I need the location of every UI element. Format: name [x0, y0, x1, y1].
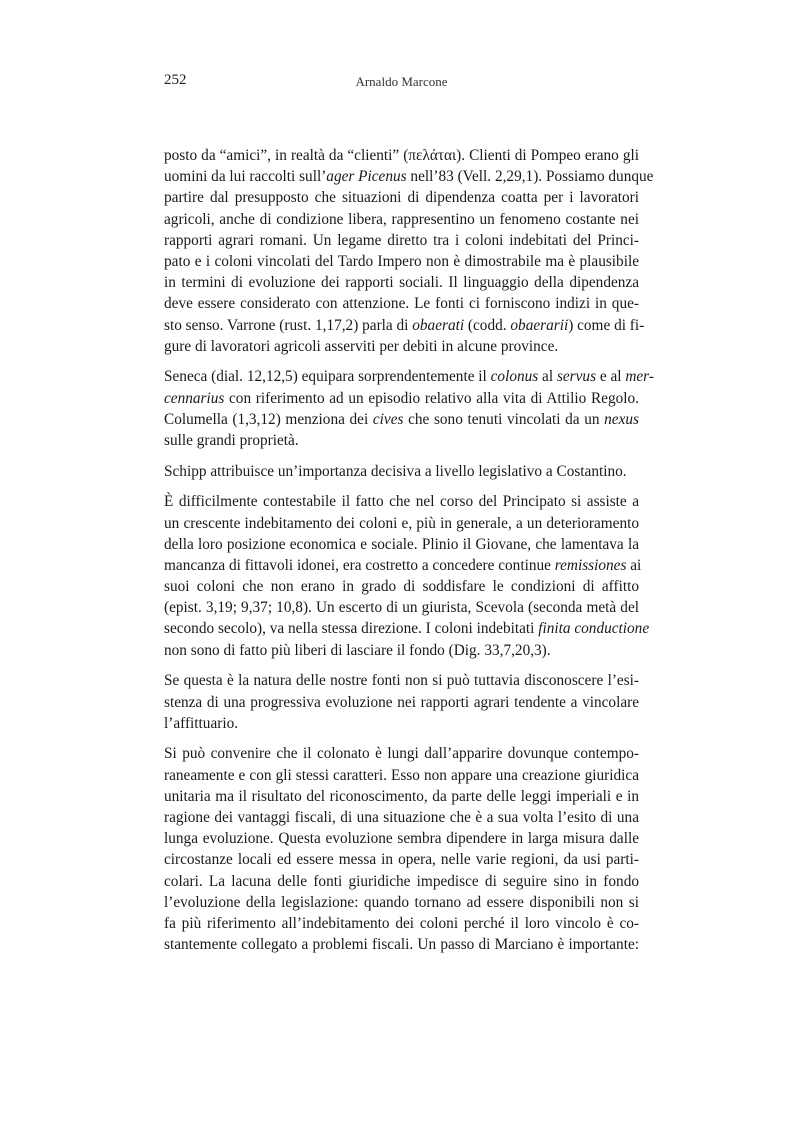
text-run: l’affittuario.: [164, 714, 239, 732]
text-line: [164, 849, 639, 870]
text-line: [164, 166, 654, 187]
text-run: unitaria ma il risultato del riconoscimento, da parte delle leggi imperiali e in: [164, 787, 639, 805]
text-run: pato e i coloni vincolati del Tardo Impero non è dimostrabile ma è plausibile: [164, 252, 639, 270]
text-line: [164, 430, 639, 451]
text-run: Columella (1,3,12) menziona dei: [164, 410, 373, 428]
italic-term: cennarius: [164, 389, 225, 407]
text-line: [164, 892, 639, 913]
text-run: fa più riferimento all’indebitamento dei coloni perché il loro vincolo è co-: [164, 914, 639, 932]
text-run: ragione dei vantaggi fiscali, di una situazione che è a sua volta l’esito di una: [164, 808, 639, 826]
text-line: [164, 145, 639, 166]
text-run: con riferimento ad un episodio relativo alla vita di Attilio Regolo.: [224, 389, 639, 407]
text-line: [164, 913, 639, 934]
text-run: in termini di evoluzione dei rapporti sociali. Il linguaggio della dipendenza: [164, 274, 639, 292]
italic-term: servus: [556, 368, 597, 386]
text-line: [164, 491, 639, 512]
text-run: agricoli, anche di condizione libera, rappresentino un fenomeno costante nei: [164, 210, 639, 228]
italic-term: remissiones: [554, 556, 627, 574]
text-run: colari. La lacuna delle fonti giuridiche impedisce di seguire sino in fondo: [164, 872, 639, 890]
text-line: [164, 230, 639, 251]
italic-term: finita conductione: [538, 620, 650, 638]
text-run: non sono di fatto più liberi di lasciare il fondo (Dig. 33,7,20,3).: [164, 641, 551, 659]
italic-term: obaerati: [412, 316, 465, 334]
text-line: [164, 366, 654, 387]
text-run: deve essere considerato con attenzione. Le fonti ci forniscono indizi in que-: [164, 295, 639, 313]
paragraph: [164, 366, 654, 451]
text-run: che sono tenuti vincolati da un: [403, 410, 605, 428]
italic-term: colonus: [490, 368, 539, 386]
text-run: circostanze locali ed essere messa in opera, nelle varie regioni, da usi parti-: [164, 851, 639, 869]
text-run: Seneca (dial. 12,12,5) equipara sorprendentemente il: [164, 368, 491, 386]
text-run: lunga evoluzione. Questa evoluzione sembra dipendere in larga misura dalle: [164, 830, 639, 848]
paragraph: [164, 461, 639, 482]
text-run: nell’83 (Vell. 2,29,1). Possiamo dunque: [406, 168, 654, 186]
text-run: Si può convenire che il colonato è lungi dall’apparire dovunque contempo-: [164, 745, 639, 763]
text-run: uomini da lui raccolti sull’: [164, 168, 327, 186]
text-run: sto senso. Varrone (rust. 1,17,2) parla di: [164, 316, 413, 334]
text-line: [164, 272, 639, 293]
text-line: [164, 670, 639, 691]
text-run: gure di lavoratori agricoli asserviti per debiti in alcune province.: [164, 337, 559, 355]
text-run: suoi coloni che non erano in grado di soddisfare le condizioni di affitto: [164, 578, 639, 596]
text-line: [164, 555, 642, 576]
text-line: [164, 713, 639, 734]
paragraph: [164, 670, 639, 734]
text-line: [164, 209, 639, 230]
text-run: Schipp attribuisce un’importanza decisiva a livello legislativo a Costantino.: [164, 462, 627, 480]
text-line: [164, 871, 639, 892]
text-line: [164, 251, 639, 272]
text-line: [164, 807, 639, 828]
text-run: (codd.: [464, 316, 511, 334]
text-line: [164, 293, 639, 314]
text-line: [164, 461, 639, 482]
italic-term: ager Picenus: [326, 168, 407, 186]
running-header: [164, 72, 639, 92]
text-run: mancanza di fittavoli idonei, era costretto a concedere continue: [164, 556, 555, 574]
text-run: stantemente collegato a problemi fiscali. Un passo di Marciano è importante:: [164, 936, 639, 954]
text-run: secondo secolo), va nella stessa direzione. I coloni indebitati: [164, 620, 539, 638]
body-text: [164, 145, 654, 965]
text-run: ) come di fi-: [568, 316, 645, 334]
text-line: [164, 409, 639, 430]
text-run: (epist. 3,19; 9,37; 10,8). Un escerto di un giurista, Scevola (seconda metà del: [164, 599, 639, 617]
text-line: [164, 534, 639, 555]
running-title: Arnaldo Marcone: [355, 74, 448, 89]
text-run: e al: [596, 368, 626, 386]
text-run: al: [538, 368, 557, 386]
text-line: [164, 187, 639, 208]
text-run: partire dal presupposto che situazioni di dipendenza coatta per i lavoratori: [164, 189, 639, 207]
text-line: [164, 934, 639, 955]
text-line: [164, 828, 639, 849]
text-run: raneamente e con gli stessi caratteri. Esso non appare una creazione giuridica: [164, 766, 639, 784]
text-run: l’evoluzione della legislazione: quando tornano ad essere disponibili non si: [164, 893, 639, 911]
text-line: [164, 388, 639, 409]
text-run: un crescente indebitamento dei coloni e, più in generale, a un deterioramento: [164, 514, 639, 532]
italic-term: obaerarii: [510, 316, 569, 334]
paragraph: [164, 145, 654, 357]
text-line: [164, 743, 639, 764]
text-line: [164, 640, 639, 661]
text-line: [164, 597, 639, 618]
text-run: sulle grandi proprietà.: [164, 431, 299, 449]
page-number: 252: [164, 72, 187, 88]
text-run: della loro posizione economica e sociale. Plinio il Giovane, che lamentava la: [164, 535, 639, 553]
text-run: posto da “amici”, in realtà da “clienti” (πελάται). Clienti di Pompeo erano gli: [164, 147, 639, 164]
text-line: [164, 336, 639, 357]
paragraph: [164, 743, 639, 955]
italic-term: cives: [372, 410, 404, 428]
text-run: È difficilmente contestabile il fatto che nel corso del Principato si assiste a: [164, 493, 639, 511]
text-line: [164, 692, 639, 713]
italic-term: nexus: [604, 410, 639, 428]
text-run: ai: [626, 556, 642, 574]
text-line: [164, 576, 639, 597]
italic-term: mer-: [625, 368, 654, 386]
text-line: [164, 765, 639, 786]
text-line: [164, 786, 639, 807]
text-line: [164, 315, 645, 336]
text-run: Se questa è la natura delle nostre fonti non si può tuttavia disconoscere l’esi-: [164, 672, 639, 690]
text-line: [164, 513, 639, 534]
text-run: stenza di una progressiva evoluzione nei rapporti agrari tendente a vincolare: [164, 693, 639, 711]
text-run: rapporti agrari romani. Un legame diretto tra i coloni indebitati del Princi-: [164, 231, 639, 249]
paragraph: [164, 491, 650, 661]
text-line: [164, 618, 650, 639]
